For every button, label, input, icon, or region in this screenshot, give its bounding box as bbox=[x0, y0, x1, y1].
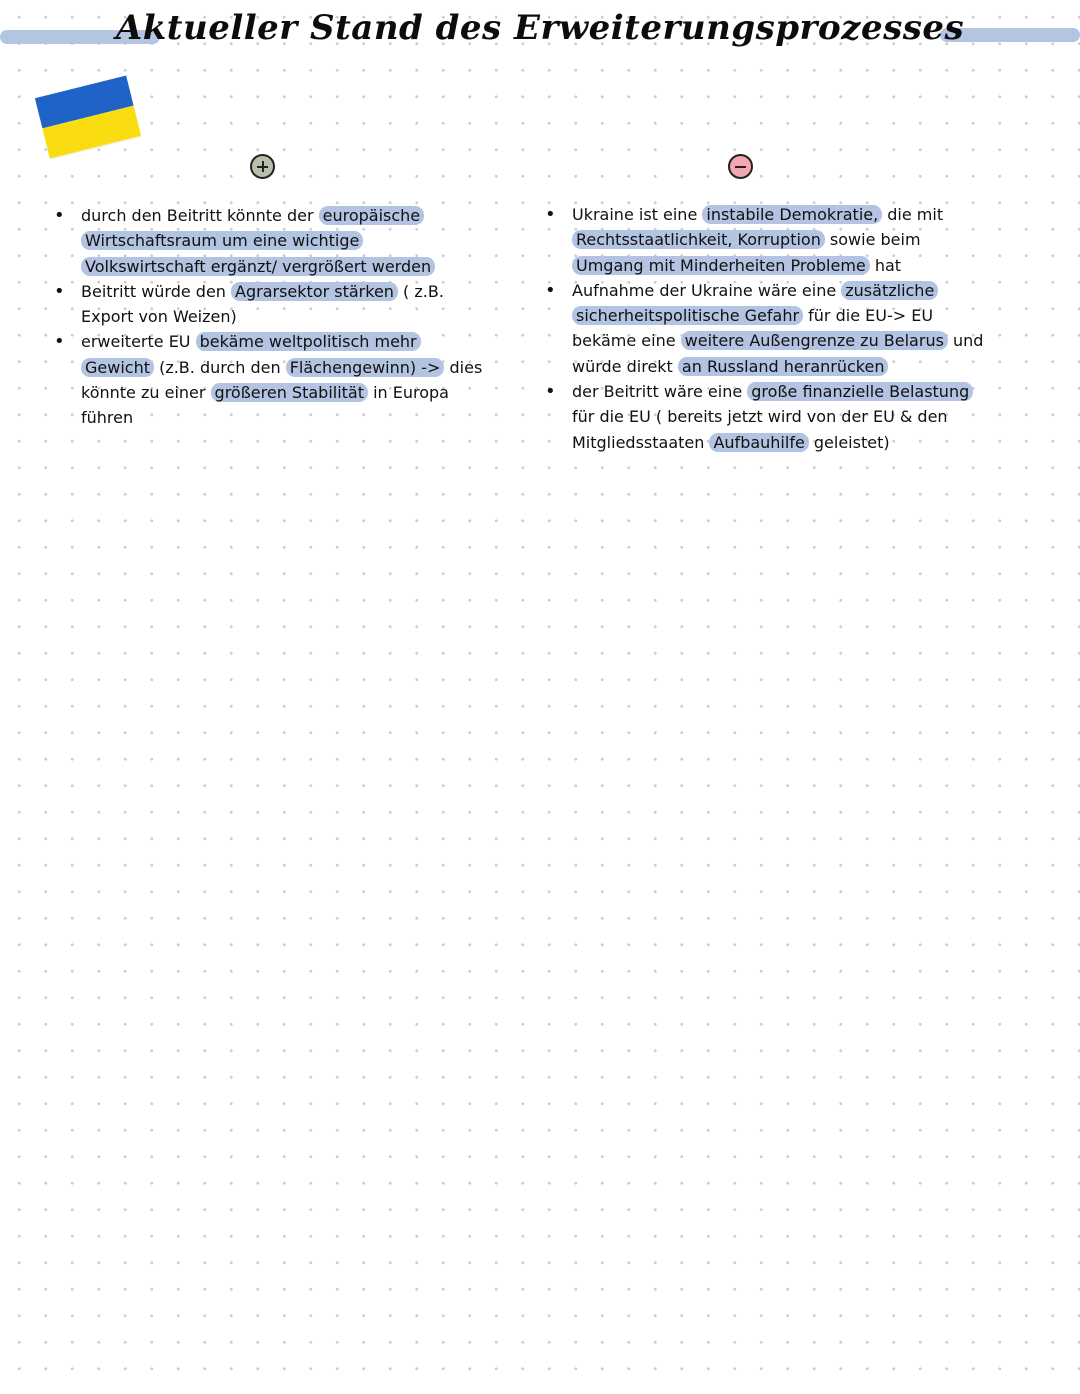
contra-arguments-list bbox=[545, 202, 995, 455]
bullet-text: der Beitritt wäre eine bbox=[572, 382, 748, 402]
highlighted-text: Flächengewinn) -> bbox=[286, 358, 445, 377]
ukraine-flag-icon bbox=[35, 76, 141, 159]
highlighted-text: Rechtsstaatlichkeit, Korruption bbox=[572, 230, 825, 249]
highlighted-text: große finanzielle Belastung bbox=[747, 382, 973, 401]
bullet-text: und würde direkt bbox=[572, 331, 984, 376]
bullet-text: Ukraine ist eine bbox=[572, 205, 703, 224]
bullet-text: dies könnte zu einer bbox=[81, 357, 483, 403]
contra-item-3 bbox=[545, 379, 995, 455]
highlighted-text: Umgang mit Minderheiten Probleme bbox=[572, 256, 870, 275]
bullet-text: in Europa führen bbox=[81, 383, 449, 428]
minus-circle-icon bbox=[728, 154, 753, 179]
bullet-text: für die EU-> EU bekäme eine bbox=[572, 306, 934, 351]
contra-item-1 bbox=[545, 202, 995, 278]
bullet-text: für die EU ( bereits jetzt wird von der EU & den Mitgliedsstaaten bbox=[572, 407, 948, 452]
highlighted-text: an Russland heranrücken bbox=[678, 357, 889, 376]
highlighted-text: instabile Demokratie, bbox=[702, 205, 882, 224]
plus-vertical-stroke bbox=[262, 161, 264, 172]
highlighted-text: weitere Außengrenze zu Belarus bbox=[681, 331, 948, 350]
minus-stroke bbox=[735, 166, 746, 168]
bullet-text: sowie beim bbox=[824, 230, 921, 250]
highlighted-text: größeren Stabilität bbox=[211, 383, 368, 402]
pro-item-3 bbox=[54, 329, 484, 430]
bullet-text: hat bbox=[869, 255, 902, 275]
bullet-text: durch den Beitritt könnte der bbox=[81, 206, 319, 225]
highlighted-text: Agrarsektor stärken bbox=[231, 282, 398, 301]
pro-arguments-list bbox=[54, 203, 484, 431]
bullet-text: geleistet) bbox=[808, 432, 890, 452]
pro-item-2 bbox=[54, 279, 484, 330]
plus-circle-icon bbox=[250, 154, 275, 179]
bullet-text: die mit bbox=[882, 205, 944, 224]
bullet-text: Aufnahme der Ukraine wäre eine bbox=[572, 280, 842, 300]
highlighted-text: europäische Wirtschaftsraum um eine wichtige Volkswirtschaft ergänzt/ vergrößert werden bbox=[81, 206, 435, 276]
highlighted-text: bekäme weltpolitisch mehr Gewicht bbox=[81, 332, 421, 376]
highlighted-text: zusätzliche sicherheitspolitische Gefahr bbox=[572, 281, 938, 325]
bullet-text: (z.B. durch den bbox=[153, 357, 286, 377]
bullet-text: erweiterte EU bbox=[81, 332, 196, 352]
bullet-text: Beitritt würde den bbox=[81, 281, 232, 301]
contra-item-2 bbox=[545, 278, 995, 379]
pro-item-1 bbox=[54, 203, 484, 279]
page-title: Aktueller Stand des Erweiterungsprozesses bbox=[115, 8, 965, 48]
highlighted-text: Aufbauhilfe bbox=[709, 433, 808, 452]
bullet-text: ( z.B. Export von Weizen) bbox=[81, 281, 444, 327]
